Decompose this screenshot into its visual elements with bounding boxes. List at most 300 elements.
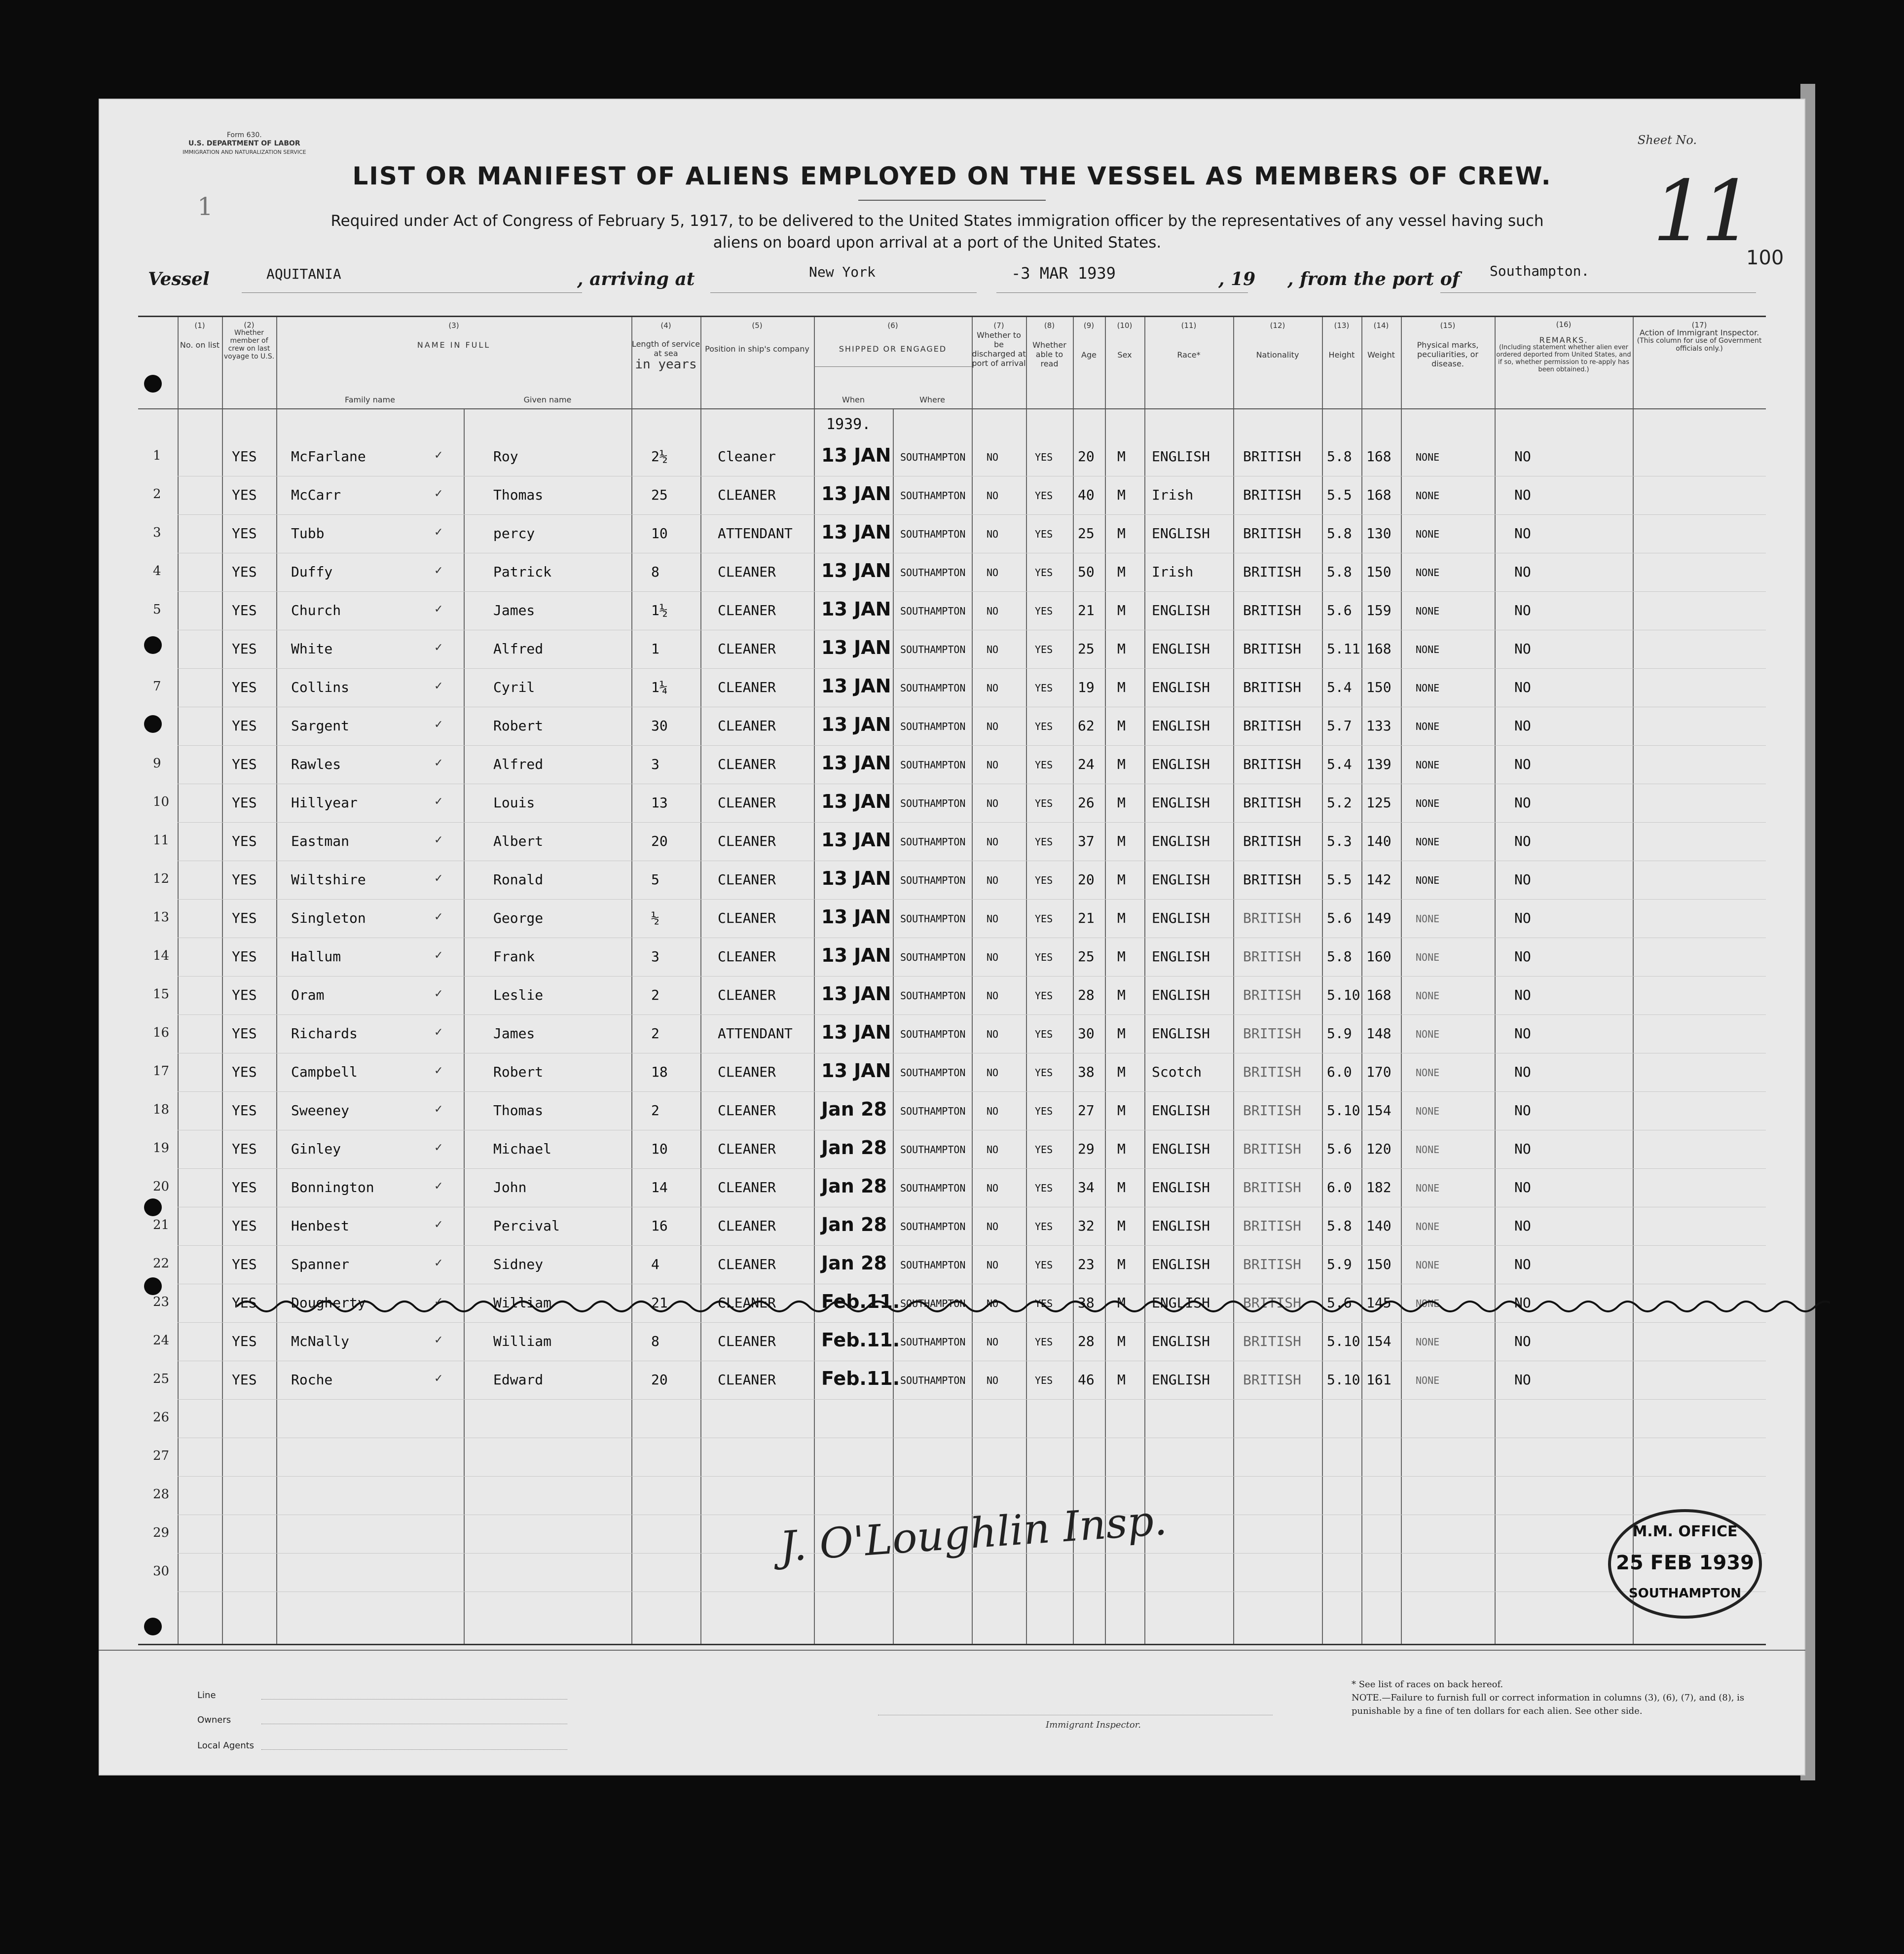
- cell-given: George: [493, 910, 544, 926]
- cell-family: Wiltshire: [291, 871, 366, 888]
- cell-race: ENGLISH: [1152, 871, 1210, 888]
- cell-remarks: NO: [1514, 1372, 1531, 1388]
- cell-crew: YES: [232, 1372, 257, 1388]
- table-row: [138, 1210, 1766, 1248]
- table-row: [138, 825, 1766, 864]
- cell-when: 13 JAN: [821, 714, 891, 735]
- table-row: [138, 941, 1766, 979]
- cell-remarks: NO: [1514, 1025, 1531, 1042]
- cell-read: YES: [1035, 1067, 1053, 1079]
- row-number: 15: [153, 987, 170, 1002]
- cell-height: 6.0: [1327, 1064, 1352, 1080]
- cell-read: YES: [1035, 1105, 1053, 1117]
- cell-family: Duffy: [291, 564, 333, 580]
- cell-position: CLEANER: [718, 564, 776, 580]
- cell-position: Cleaner: [718, 448, 776, 465]
- cell-when: 13 JAN: [821, 906, 891, 928]
- check-mark-icon: ✓: [434, 796, 443, 808]
- cell-height: 5.10: [1327, 1372, 1360, 1388]
- col-header-service: (4) Length of service at sea in years: [631, 321, 700, 372]
- cell-given: Louis: [493, 795, 535, 811]
- cell-when: Jan 28: [821, 1252, 887, 1274]
- row-number: 19: [153, 1141, 170, 1156]
- col-header-age: (9) Age: [1081, 321, 1097, 360]
- cell-where: SOUTHAMPTON: [900, 913, 966, 925]
- cell-weight: 139: [1366, 756, 1391, 772]
- cell-where: SOUTHAMPTON: [900, 1259, 966, 1271]
- check-mark-icon: ✓: [434, 872, 443, 885]
- cell-service: 18: [651, 1064, 668, 1080]
- cell-where: SOUTHAMPTON: [900, 682, 966, 694]
- empty-row-number: 29: [153, 1525, 170, 1540]
- cell-read: YES: [1035, 1144, 1053, 1156]
- cell-where: SOUTHAMPTON: [900, 1144, 966, 1156]
- row-number: 25: [153, 1372, 170, 1386]
- cell-remarks: NO: [1514, 910, 1531, 926]
- cell-service: 13: [651, 795, 668, 811]
- cell-read: YES: [1035, 721, 1053, 732]
- cell-height: 5.8: [1327, 1218, 1352, 1234]
- cell-nationality: BRITISH: [1243, 795, 1302, 811]
- cell-discharged: NO: [987, 759, 999, 771]
- stamp-date: 25 FEB 1939: [1616, 1552, 1754, 1574]
- cell-service: 8: [651, 1333, 659, 1349]
- cell-given: Michael: [493, 1141, 552, 1157]
- cell-race: ENGLISH: [1152, 1141, 1210, 1157]
- cell-remarks: NO: [1514, 871, 1531, 888]
- row-number: 22: [153, 1256, 170, 1271]
- cell-discharged: NO: [987, 1067, 999, 1079]
- form-number: Form 630.: [226, 131, 262, 139]
- check-mark-icon: ✓: [434, 1219, 443, 1231]
- check-mark-icon: ✓: [434, 1296, 443, 1308]
- cell-when: 13 JAN: [821, 944, 891, 966]
- footer-line-label: Line: [197, 1690, 216, 1701]
- cell-age: 19: [1078, 679, 1095, 695]
- cell-nationality: BRITISH: [1243, 1025, 1302, 1042]
- cell-when: 13 JAN: [821, 791, 891, 812]
- cell-nationality: BRITISH: [1243, 487, 1302, 503]
- cell-age: 28: [1078, 987, 1095, 1003]
- cell-remarks: NO: [1514, 718, 1531, 734]
- check-mark-icon: ✓: [434, 1142, 443, 1154]
- cell-family: Hillyear: [291, 795, 358, 811]
- cell-age: 25: [1078, 948, 1095, 965]
- cell-remarks: NO: [1514, 641, 1531, 657]
- check-mark-icon: ✓: [434, 449, 443, 462]
- check-mark-icon: ✓: [434, 834, 443, 846]
- cell-position: CLEANER: [718, 833, 776, 849]
- cell-height: 5.9: [1327, 1256, 1352, 1272]
- arriving-port: New York: [809, 264, 876, 280]
- row-number: 5: [153, 602, 161, 617]
- cell-given: Sidney: [493, 1256, 544, 1272]
- cell-where: SOUTHAMPTON: [900, 990, 966, 1002]
- cell-sex: M: [1117, 1333, 1126, 1349]
- cell-marks: NONE: [1416, 836, 1440, 848]
- cell-crew: YES: [232, 795, 257, 811]
- cell-when: Feb.11.: [821, 1291, 900, 1312]
- row-number: 21: [153, 1218, 170, 1232]
- from-port: Southampton.: [1490, 263, 1590, 279]
- cell-age: 37: [1078, 833, 1095, 849]
- cell-nationality: BRITISH: [1243, 602, 1302, 618]
- row-number: 20: [153, 1179, 170, 1194]
- arrival-date-stamp: -3 MAR 1939: [1011, 264, 1116, 283]
- cell-position: CLEANER: [718, 1333, 776, 1349]
- sheet-number-label: Sheet No.: [1637, 133, 1697, 147]
- cell-service: 5: [651, 871, 659, 888]
- cell-race: ENGLISH: [1152, 1295, 1210, 1311]
- cell-crew: YES: [232, 1295, 257, 1311]
- cell-nationality: BRITISH: [1243, 948, 1302, 965]
- cell-family: Eastman: [291, 833, 350, 849]
- cell-where: SOUTHAMPTON: [900, 874, 966, 886]
- cell-age: 29: [1078, 1141, 1095, 1157]
- cell-position: CLEANER: [718, 1064, 776, 1080]
- cell-read: YES: [1035, 1028, 1053, 1040]
- cell-marks: NONE: [1416, 1067, 1440, 1079]
- cell-marks: NONE: [1416, 1028, 1440, 1040]
- cell-marks: NONE: [1416, 1336, 1440, 1348]
- cell-nationality: BRITISH: [1243, 1064, 1302, 1080]
- cell-race: ENGLISH: [1152, 1102, 1210, 1119]
- cell-race: ENGLISH: [1152, 948, 1210, 965]
- cell-remarks: NO: [1514, 525, 1531, 542]
- cell-discharged: NO: [987, 451, 999, 463]
- cell-remarks: NO: [1514, 1333, 1531, 1349]
- cell-position: CLEANER: [718, 910, 776, 926]
- cell-family: Rawles: [291, 756, 341, 772]
- cell-marks: NONE: [1416, 605, 1440, 617]
- cell-crew: YES: [232, 1102, 257, 1119]
- cell-position: CLEANER: [718, 487, 776, 503]
- row-number: 17: [153, 1064, 170, 1079]
- cell-race: ENGLISH: [1152, 641, 1210, 657]
- cell-discharged: NO: [987, 913, 999, 925]
- col-header-nationality: (12) Nationality: [1256, 321, 1299, 360]
- cell-position: ATTENDANT: [718, 525, 793, 542]
- cell-height: 5.8: [1327, 448, 1352, 465]
- cell-height: 5.4: [1327, 679, 1352, 695]
- cell-height: 5.7: [1327, 718, 1352, 734]
- cell-discharged: NO: [987, 1375, 999, 1386]
- cell-when: 13 JAN: [821, 560, 891, 581]
- cell-crew: YES: [232, 910, 257, 926]
- cell-race: ENGLISH: [1152, 525, 1210, 542]
- cell-position: CLEANER: [718, 1372, 776, 1388]
- cell-service: 16: [651, 1218, 668, 1234]
- cell-family: Henbest: [291, 1218, 350, 1234]
- cell-age: 21: [1078, 910, 1095, 926]
- table-row: [138, 710, 1766, 748]
- table-row: [138, 1056, 1766, 1094]
- manifest-sheet: [99, 99, 1805, 1775]
- cell-given: William: [493, 1333, 552, 1349]
- cell-when: 13 JAN: [821, 1021, 891, 1043]
- cell-where: SOUTHAMPTON: [900, 836, 966, 848]
- cell-weight: 168: [1366, 448, 1391, 465]
- cell-sex: M: [1117, 795, 1126, 811]
- cell-read: YES: [1035, 797, 1053, 809]
- cell-race: ENGLISH: [1152, 1256, 1210, 1272]
- stamp-port: SOUTHAMPTON: [1628, 1586, 1742, 1601]
- cell-race: Irish: [1152, 564, 1194, 580]
- cell-when: 13 JAN: [821, 868, 891, 889]
- check-mark-icon: ✓: [434, 565, 443, 577]
- col-header-read: (8) Whether able to read: [1032, 321, 1066, 368]
- col-header-given: Given name: [523, 395, 572, 404]
- cell-given: Frank: [493, 948, 535, 965]
- subtitle-line-1: Required under Act of Congress of February 5, 1917, to be delivered to the United States immigration officer by the representatives of any vessel having such: [330, 212, 1544, 230]
- cell-marks: NONE: [1416, 644, 1440, 655]
- cell-age: 23: [1078, 1256, 1095, 1272]
- cell-weight: 142: [1366, 871, 1391, 888]
- check-mark-icon: ✓: [434, 1065, 443, 1077]
- cell-when: 13 JAN: [821, 483, 891, 505]
- cell-service: 30: [651, 718, 668, 734]
- check-mark-icon: ✓: [434, 1026, 443, 1039]
- cell-nationality: BRITISH: [1243, 718, 1302, 734]
- cell-age: 21: [1078, 602, 1095, 618]
- cell-height: 5.8: [1327, 948, 1352, 965]
- cell-race: ENGLISH: [1152, 1372, 1210, 1388]
- vessel-line: [148, 263, 1746, 296]
- cell-marks: NONE: [1416, 721, 1440, 732]
- cell-read: YES: [1035, 490, 1053, 502]
- cell-age: 25: [1078, 525, 1095, 542]
- year-label: , 19: [1218, 269, 1256, 289]
- cell-service: 20: [651, 1372, 668, 1388]
- cell-family: Bonnington: [291, 1179, 374, 1195]
- cell-family: McFarlane: [291, 448, 366, 465]
- row-number: 23: [153, 1295, 170, 1309]
- cell-discharged: NO: [987, 797, 999, 809]
- cell-service: 21: [651, 1295, 668, 1311]
- col-header-weight: (14) Weight: [1367, 321, 1395, 360]
- col-header-when: When: [842, 395, 865, 404]
- cell-sex: M: [1117, 718, 1126, 734]
- cell-sex: M: [1117, 1064, 1126, 1080]
- cell-read: YES: [1035, 874, 1053, 886]
- cell-weight: 148: [1366, 1025, 1391, 1042]
- col-header-no: (1) No. on list: [180, 321, 220, 350]
- cell-given: percy: [493, 525, 535, 542]
- table-row: [138, 517, 1766, 556]
- cell-read: YES: [1035, 1182, 1053, 1194]
- cell-where: SOUTHAMPTON: [900, 567, 966, 579]
- check-mark-icon: ✓: [434, 949, 443, 962]
- cell-service: 2: [651, 987, 659, 1003]
- cell-race: ENGLISH: [1152, 602, 1210, 618]
- cell-service: 14: [651, 1179, 668, 1195]
- cell-marks: NONE: [1416, 567, 1440, 579]
- cell-nationality: BRITISH: [1243, 1179, 1302, 1195]
- cell-sex: M: [1117, 448, 1126, 465]
- cell-given: James: [493, 1025, 535, 1042]
- cell-remarks: NO: [1514, 833, 1531, 849]
- cell-position: CLEANER: [718, 641, 776, 657]
- cell-given: John: [493, 1179, 527, 1195]
- cell-where: SOUTHAMPTON: [900, 1028, 966, 1040]
- cell-age: 27: [1078, 1102, 1095, 1119]
- row-number: 3: [153, 525, 161, 540]
- cell-family: Roche: [291, 1372, 333, 1388]
- cell-remarks: NO: [1514, 795, 1531, 811]
- check-mark-icon: ✓: [434, 1257, 443, 1269]
- binder-hole: [144, 375, 162, 393]
- cell-crew: YES: [232, 1064, 257, 1080]
- row-number: 13: [153, 910, 170, 925]
- cell-crew: YES: [232, 487, 257, 503]
- cell-sex: M: [1117, 833, 1126, 849]
- row-number: 9: [153, 756, 161, 771]
- cell-read: YES: [1035, 644, 1053, 655]
- table-row: [138, 1017, 1766, 1056]
- footer-agents-label: Local Agents: [197, 1740, 255, 1751]
- cell-sex: M: [1117, 910, 1126, 926]
- check-mark-icon: ✓: [434, 911, 443, 923]
- cell-marks: NONE: [1416, 951, 1440, 963]
- cell-when: 13 JAN: [821, 444, 891, 466]
- cell-crew: YES: [232, 1141, 257, 1157]
- row-number: 10: [153, 795, 170, 809]
- cell-service: 2: [651, 1102, 659, 1119]
- footer-notes: [1352, 1678, 1795, 1718]
- table-row: [138, 1325, 1766, 1364]
- cell-where: SOUTHAMPTON: [900, 797, 966, 809]
- vessel-name: AQUITANIA: [266, 266, 341, 282]
- cell-when: 13 JAN: [821, 521, 891, 543]
- cell-read: YES: [1035, 567, 1053, 579]
- table-row: [138, 556, 1766, 594]
- cell-age: 38: [1078, 1064, 1095, 1080]
- binder-hole: [144, 1198, 162, 1216]
- cell-when: 13 JAN: [821, 1060, 891, 1082]
- cell-position: CLEANER: [718, 602, 776, 618]
- table-row: [138, 787, 1766, 825]
- cell-weight: 133: [1366, 718, 1391, 734]
- cell-marks: NONE: [1416, 874, 1440, 886]
- cell-discharged: NO: [987, 951, 999, 963]
- cell-where: SOUTHAMPTON: [900, 490, 966, 502]
- cell-discharged: NO: [987, 721, 999, 732]
- cell-service: 2: [651, 1025, 659, 1042]
- cell-service: 3: [651, 948, 659, 965]
- cell-service: 10: [651, 525, 668, 542]
- cell-read: YES: [1035, 951, 1053, 963]
- cell-family: Spanner: [291, 1256, 350, 1272]
- cell-remarks: NO: [1514, 679, 1531, 695]
- cell-weight: 145: [1366, 1295, 1391, 1311]
- cell-given: Robert: [493, 1064, 544, 1080]
- cell-family: Hallum: [291, 948, 341, 965]
- cell-marks: NONE: [1416, 1375, 1440, 1386]
- cell-position: CLEANER: [718, 679, 776, 695]
- cell-height: 5.10: [1327, 1102, 1360, 1119]
- cell-read: YES: [1035, 913, 1053, 925]
- cell-remarks: NO: [1514, 1295, 1531, 1311]
- cell-weight: 160: [1366, 948, 1391, 965]
- cell-when: Jan 28: [821, 1175, 887, 1197]
- cell-given: James: [493, 602, 535, 618]
- cell-marks: NONE: [1416, 1182, 1440, 1194]
- table-row: [138, 440, 1766, 479]
- cell-nationality: BRITISH: [1243, 756, 1302, 772]
- cell-marks: NONE: [1416, 759, 1440, 771]
- cell-where: SOUTHAMPTON: [900, 451, 966, 463]
- cell-family: Sargent: [291, 718, 350, 734]
- cell-remarks: NO: [1514, 448, 1531, 465]
- cell-remarks: NO: [1514, 1141, 1531, 1157]
- check-mark-icon: ✓: [434, 526, 443, 539]
- cell-position: CLEANER: [718, 718, 776, 734]
- cell-weight: 159: [1366, 602, 1391, 618]
- binder-hole: [144, 715, 162, 733]
- cell-nationality: BRITISH: [1243, 1102, 1302, 1119]
- cell-given: Robert: [493, 718, 544, 734]
- mm-office-stamp: [1608, 1509, 1762, 1619]
- cell-crew: YES: [232, 1179, 257, 1195]
- cell-read: YES: [1035, 1336, 1053, 1348]
- cell-when: 13 JAN: [821, 983, 891, 1005]
- check-mark-icon: ✓: [434, 680, 443, 692]
- cell-race: ENGLISH: [1152, 679, 1210, 695]
- col-header-race: (11) Race*: [1177, 321, 1201, 360]
- cell-discharged: NO: [987, 605, 999, 617]
- cell-height: 5.2: [1327, 795, 1352, 811]
- cell-weight: 150: [1366, 1256, 1391, 1272]
- check-mark-icon: ✓: [434, 1180, 443, 1193]
- col-header-position: (5) Position in ship's company: [705, 321, 809, 354]
- arriving-label: , arriving at: [577, 269, 695, 289]
- cell-height: 6.0: [1327, 1179, 1352, 1195]
- cell-read: YES: [1035, 1298, 1053, 1309]
- cell-crew: YES: [232, 448, 257, 465]
- cell-service: 8: [651, 564, 659, 580]
- cell-remarks: NO: [1514, 756, 1531, 772]
- cell-sex: M: [1117, 1102, 1126, 1119]
- cell-age: 30: [1078, 1025, 1095, 1042]
- margin-mark: 1: [197, 192, 213, 221]
- cell-read: YES: [1035, 605, 1053, 617]
- cell-remarks: NO: [1514, 948, 1531, 965]
- cell-given: Leslie: [493, 987, 544, 1003]
- sheet-handwritten-mark: 11: [1652, 163, 1750, 260]
- cell-read: YES: [1035, 451, 1053, 463]
- cell-height: 5.6: [1327, 910, 1352, 926]
- department-name: U.S. DEPARTMENT OF LABOR: [188, 140, 300, 147]
- page-subtitle: [271, 210, 1603, 253]
- cell-read: YES: [1035, 1221, 1053, 1232]
- footer-inspector-label: Immigrant Inspector.: [1046, 1720, 1141, 1730]
- cell-crew: YES: [232, 602, 257, 618]
- cell-read: YES: [1035, 759, 1053, 771]
- cell-position: CLEANER: [718, 1218, 776, 1234]
- cell-read: YES: [1035, 1375, 1053, 1386]
- cell-race: ENGLISH: [1152, 833, 1210, 849]
- cell-nationality: BRITISH: [1243, 1141, 1302, 1157]
- cell-where: SOUTHAMPTON: [900, 1298, 966, 1309]
- cell-crew: YES: [232, 756, 257, 772]
- cell-where: SOUTHAMPTON: [900, 605, 966, 617]
- binder-hole: [144, 1618, 162, 1635]
- cell-service: 10: [651, 1141, 668, 1157]
- cell-nationality: BRITISH: [1243, 641, 1302, 657]
- check-mark-icon: ✓: [434, 642, 443, 654]
- cell-age: 50: [1078, 564, 1095, 580]
- cell-discharged: NO: [987, 1221, 999, 1232]
